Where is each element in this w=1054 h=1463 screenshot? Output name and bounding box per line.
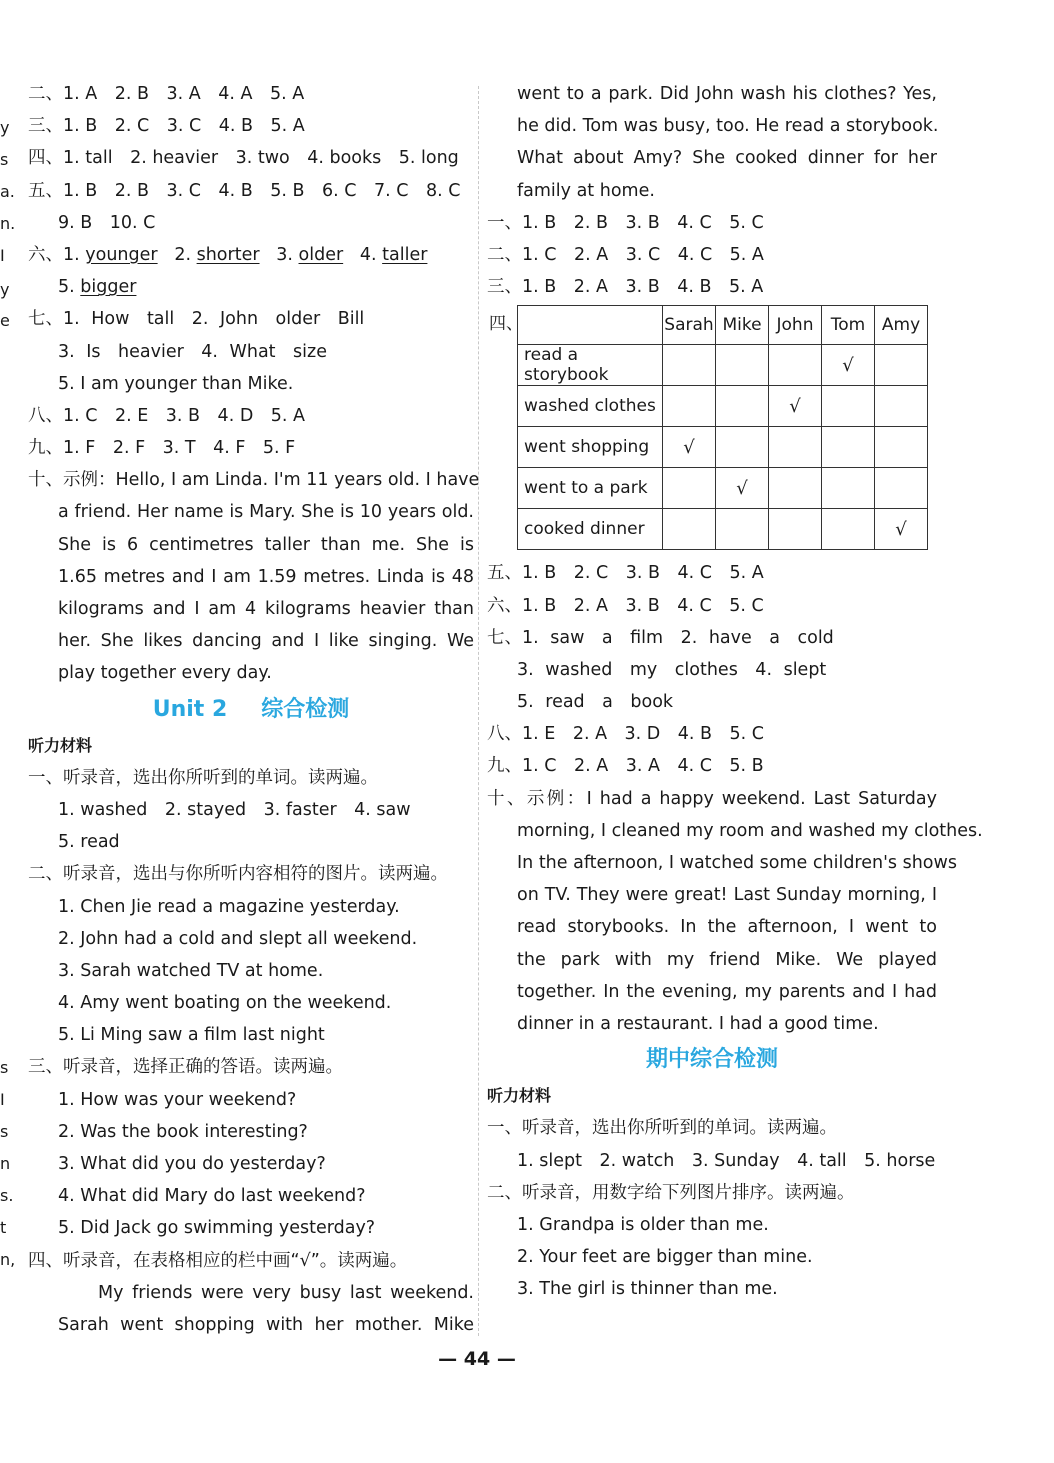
answer-line: 七、1. saw a film 2. have a cold [487, 627, 834, 648]
question-heading: 二、听录音，用数字给下列图片排序。读两遍。 [487, 1182, 855, 1203]
answer-line: 五、1. B 2. B 3. C 4. B 5. B 6. C 7. C 8. C [28, 180, 461, 201]
essay-line: on TV. They were great! Last Sunday morning, I [517, 885, 937, 906]
table-cell [822, 509, 875, 550]
table-cell [663, 386, 716, 427]
script-line: What about Amy? She cooked dinner for her [517, 148, 937, 169]
underlined-answer: bigger [80, 277, 137, 298]
page-number: — 44 — [438, 1348, 516, 1370]
underlined-answer: older [298, 244, 344, 265]
script-line: 5. Did Jack go swimming yesterday? [58, 1218, 376, 1239]
script-line: he did. Tom was busy, too. He read a storybook. [517, 116, 939, 137]
clip-char: s. [0, 1186, 14, 1205]
answer-line: 六、1. B 2. A 3. B 4. C 5. C [487, 595, 764, 616]
table-header-cell: Sarah [663, 306, 716, 345]
clip-char: s [0, 1122, 9, 1141]
item-number: 4. [359, 244, 377, 265]
item-number: 2. [174, 244, 192, 265]
essay-line: play together every day. [58, 663, 272, 684]
table-row [518, 427, 928, 468]
check-mark: √ [769, 386, 822, 427]
question-heading: 四、听录音，在表格相应的栏中画“√”。读两遍。 [28, 1250, 408, 1271]
table-header-row [518, 306, 928, 345]
answer-line-underlined [28, 239, 474, 271]
table-corner-cell [518, 306, 663, 345]
section-title-cn: 综合检测 [261, 696, 350, 722]
script-line: 1. washed 2. stayed 3. faster 4. saw [58, 799, 411, 820]
answer-line: 三、1. B 2. C 3. C 4. B 5. A [28, 116, 305, 137]
table-row [518, 345, 928, 386]
script-line: 2. John had a cold and slept all weekend. [58, 928, 418, 949]
table-cell [875, 427, 928, 468]
answer-label: 四、 [489, 314, 523, 335]
answer-line: 九、1. F 2. F 3. T 4. F 5. F [28, 438, 296, 459]
check-mark: √ [663, 427, 716, 468]
table-cell [716, 509, 769, 550]
essay-line: morning, I cleaned my room and washed my clothes. [517, 820, 983, 841]
answer-line: 一、1. B 2. B 3. B 4. C 5. C [487, 212, 764, 233]
answer-line: 八、1. C 2. E 3. B 4. D 5. A [28, 405, 306, 426]
script-line: 1. Chen Jie read a magazine yesterday. [58, 896, 400, 917]
clip-char: a. [0, 182, 15, 201]
table-cell [769, 345, 822, 386]
essay-line: 十、示例：Hello, I am Linda. I'm 11 years old. I have [28, 470, 480, 491]
underlined-answer: shorter [196, 244, 260, 265]
table-activity-cell: cooked dinner [518, 509, 663, 550]
script-line: 5. read [58, 832, 120, 853]
answer-line: 二、1. C 2. A 3. C 4. C 5. A [487, 244, 764, 265]
answer-line: 5. I am younger than Mike. [58, 373, 294, 394]
table-cell [875, 345, 928, 386]
script-line: 5. Li Ming saw a film last night [58, 1025, 325, 1046]
table-cell [769, 509, 822, 550]
table-cell [822, 386, 875, 427]
table-activity-cell: washed clothes [518, 386, 663, 427]
table-header-cell: Tom [822, 306, 875, 345]
script-line: family at home. [517, 180, 655, 201]
script-line: Sarah went shopping with her mother. Mike [58, 1314, 474, 1335]
table-row [518, 386, 928, 427]
table-cell [663, 468, 716, 509]
table-cell [875, 386, 928, 427]
table-cell [716, 386, 769, 427]
table-activity-cell: went shopping [518, 427, 663, 468]
script-line: My friends were very busy last weekend. [98, 1282, 474, 1303]
script-line: 2. Was the book interesting? [58, 1121, 308, 1142]
clip-char: t [0, 1218, 7, 1237]
item-number: 3. [276, 244, 293, 265]
check-mark: √ [716, 468, 769, 509]
clip-char: n. [0, 214, 16, 233]
answer-line: 八、1. E 2. A 3. D 4. B 5. C [487, 724, 765, 745]
essay-line: dinner in a restaurant. I had a good time. [517, 1013, 879, 1034]
table-header-cell: Amy [875, 306, 928, 345]
table-cell [716, 345, 769, 386]
table-cell [663, 345, 716, 386]
script-line: 4. Amy went boating on the weekend. [58, 993, 392, 1014]
check-mark: √ [822, 345, 875, 386]
table-row [518, 468, 928, 509]
answer-line: 3. Is heavier 4. What size [58, 341, 327, 362]
script-line: 1. slept 2. watch 3. Sunday 4. tall 5. horse [517, 1150, 936, 1171]
answer-line-underlined [28, 271, 474, 303]
underlined-answer: taller [382, 244, 428, 265]
answer-line: 二、1. A 2. B 3. A 4. A 5. A [28, 84, 305, 104]
table-row [518, 509, 928, 550]
clip-char: y [0, 118, 10, 137]
clip-char: n, [0, 1250, 16, 1269]
column-divider [478, 86, 479, 1336]
essay-line: kilograms and I am 4 kilograms heavier than [58, 599, 474, 619]
essay-line: She is 6 centimetres taller than me. She is [58, 534, 474, 555]
right-column [487, 78, 983, 1305]
table-cell [716, 427, 769, 468]
table-activity-cell: read a storybook [518, 345, 663, 386]
underlined-answer: younger [85, 244, 158, 265]
clip-char: e [0, 311, 10, 330]
essay-line: 十、示例：I had a happy weekend. Last Saturday [487, 788, 937, 809]
essay-line: together. In the evening, my parents and I had [517, 981, 937, 1002]
script-line: 2. Your feet are bigger than mine. [517, 1247, 813, 1268]
script-line: 3. Sarah watched TV at home. [58, 960, 324, 981]
script-line: 1. Grandpa is older than me. [517, 1214, 769, 1235]
clip-char: y [0, 280, 10, 299]
table-cell [875, 468, 928, 509]
table-cell [663, 509, 716, 550]
essay-line: her. She likes dancing and I like singing. We [58, 631, 474, 652]
table-header-cell: John [769, 306, 822, 345]
answer-line: 三、1. B 2. A 3. B 4. B 5. A [487, 277, 764, 298]
clip-char: s [0, 1058, 9, 1077]
item-number: 5. [58, 277, 75, 298]
answer-line: 5. read a book [517, 692, 674, 713]
answer-table [517, 305, 928, 550]
listening-heading: 听力材料 [487, 1086, 552, 1106]
section-title-en: Unit 2 [152, 696, 228, 722]
essay-line: a friend. Her name is Mary. She is 10 years old. [58, 502, 474, 523]
table-header-cell: Mike [716, 306, 769, 345]
script-line: 3. What did you do yesterday? [58, 1154, 326, 1174]
answer-line: 四、1. tall 2. heavier 3. two 4. books 5. long [28, 148, 459, 169]
table-cell [822, 427, 875, 468]
clip-char: I [0, 1090, 5, 1109]
script-line: went to a park. Did John wash his clothes? Yes, [517, 84, 937, 104]
question-heading: 一、听录音，选出你所听到的单词。读两遍。 [28, 767, 378, 788]
essay-line: read storybooks. In the afternoon, I went to [517, 917, 937, 938]
check-mark: √ [875, 509, 928, 550]
listening-heading: 听力材料 [28, 735, 93, 755]
question-heading: 三、听录音，选择正确的答语。读两遍。 [28, 1057, 343, 1078]
table-cell [769, 427, 822, 468]
table-activity-cell: went to a park [518, 468, 663, 509]
script-line: 1. How was your weekend? [58, 1089, 297, 1110]
answer-line: 9. B 10. C [58, 212, 156, 233]
answer-line: 九、1. C 2. A 3. A 4. C 5. B [487, 756, 764, 777]
question-heading: 一、听录音，选出你所听到的单词。读两遍。 [487, 1118, 837, 1139]
essay-line: 1.65 metres and I am 1.59 metres. Linda is 48 [58, 566, 474, 587]
essay-line: In the afternoon, I watched some children's shows [517, 853, 957, 873]
clip-char: s [0, 150, 9, 169]
answer-line: 七、1. How tall 2. John older Bill [28, 309, 365, 330]
left-column [28, 78, 480, 1341]
question-heading: 二、听录音，选出与你所听内容相符的图片。读两遍。 [28, 864, 448, 885]
script-line: 3. The girl is thinner than me. [517, 1279, 778, 1300]
table-cell [822, 468, 875, 509]
section-title: 期中综合检测 [645, 1047, 778, 1073]
essay-line: the park with my friend Mike. We played [517, 949, 937, 970]
clip-char: n [0, 1154, 11, 1173]
script-line: 4. What did Mary do last weekend? [58, 1186, 366, 1207]
item-number: 六、1. [28, 244, 80, 265]
table-cell [769, 468, 822, 509]
clip-char: I [0, 246, 5, 265]
answer-line: 3. washed my clothes 4. slept [517, 659, 827, 680]
answer-table-block [487, 303, 937, 557]
answer-line: 五、1. B 2. C 3. B 4. C 5. A [487, 563, 764, 584]
section-title [28, 690, 474, 730]
